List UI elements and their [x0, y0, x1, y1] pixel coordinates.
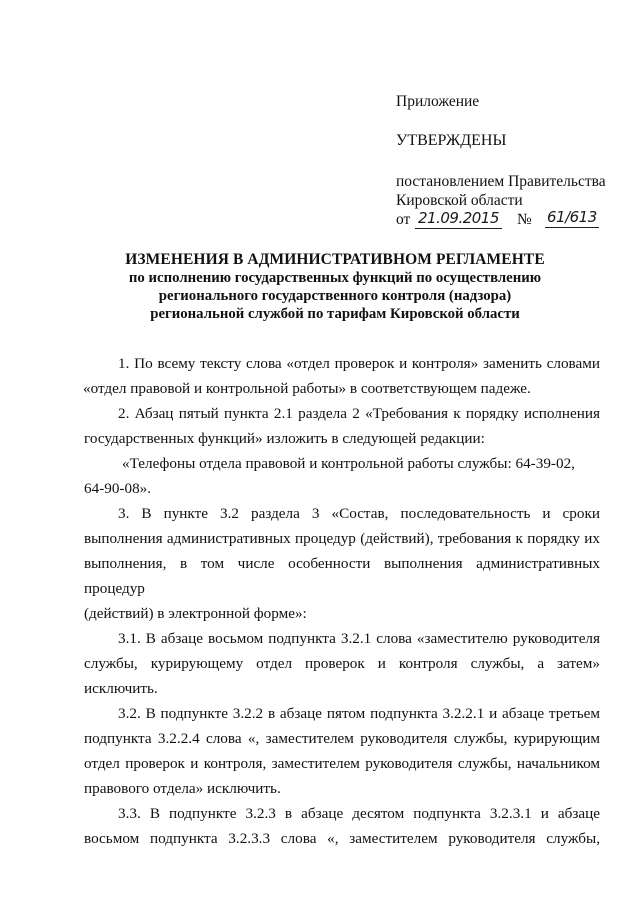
paragraph-7-line-2: восьмом подпункта 3.2.3.3 слова «, заместителем руководителя службы, — [84, 830, 600, 847]
document-title — [40, 251, 630, 323]
paragraph-6-line-4: правового отдела» исключить. — [84, 780, 281, 797]
appendix-label: Приложение — [396, 93, 480, 110]
paragraph-4-line-3: выполнения, в том числе особенности выполнения административных процедур — [84, 555, 600, 597]
approved-label: УТВЕРЖДЕНЫ — [396, 132, 507, 149]
title-sub-1: по исполнению государственных функций по осуществлению — [128, 270, 542, 286]
decree-date: 21.09.2015 — [415, 209, 502, 229]
approval-block — [396, 92, 626, 232]
paragraph-7-line-1: 3.3. В подпункте 3.2.3 в абзаце десятом подпункта 3.2.3.1 и абзаце — [118, 805, 600, 822]
paragraph-2-line-1: 2. Абзац пятый пункта 2.1 раздела 2 «Требования к порядку исполнения — [118, 405, 600, 422]
paragraph-2-line-2: государственных функций» изложить в следующей редакции: — [84, 430, 485, 447]
paragraph-6-line-3: отдел проверок и контроля, заместителем руководителя службы, начальником — [84, 755, 600, 772]
decree-date-number — [396, 210, 626, 232]
decree-line-2: Кировской области — [396, 192, 523, 209]
paragraph-1-line-1: 1. По всему тексту слова «отдел проверок и контроля» заменить словами — [118, 355, 600, 372]
paragraph-5-line-1: 3.1. В абзаце восьмом подпункта 3.2.1 слова «заместителю руководителя — [118, 630, 600, 647]
title-sub-3: региональной службой по тарифам Кировской области — [150, 306, 520, 322]
title-main: ИЗМЕНЕНИЯ В АДМИНИСТРАТИВНОМ РЕГЛАМЕНТЕ — [125, 251, 545, 268]
paragraph-6-line-2: подпункта 3.2.2.4 слова «, заместителем руководителя службы, курирующим — [84, 730, 600, 747]
paragraph-6-line-1: 3.2. В подпункте 3.2.2 в абзаце пятом подпункта 3.2.2.1 и абзаце третьем — [118, 705, 600, 722]
decree-line-1: постановлением Правительства — [396, 173, 606, 190]
paragraph-3-line-1: «Телефоны отдела правовой и контрольной работы службы: 64-39-02, — [122, 455, 575, 472]
paragraph-3-line-2: 64-90-08». — [84, 480, 152, 497]
title-sub-2: регионального государственного контроля (надзора) — [158, 288, 512, 304]
paragraph-4-line-1: 3. В пункте 3.2 раздела 3 «Состав, последовательность и сроки — [118, 505, 600, 522]
paragraph-4-line-4: (действий) в электронной форме»: — [84, 605, 307, 622]
paragraph-5-line-3: исключить. — [84, 680, 158, 697]
number-prefix: № — [517, 211, 532, 228]
decree-number: 61/613 — [547, 208, 597, 226]
paragraph-5-line-2: службы, курирующему отдел проверок и контроля службы, а затем» — [84, 655, 600, 672]
paragraph-4-line-2: выполнения административных процедур (действий), требования к порядку их — [84, 530, 600, 547]
paragraph-1-line-2: «отдел правовой и контрольной работы» в соответствующем падеже. — [83, 380, 531, 397]
date-prefix: от — [396, 211, 411, 228]
document-body — [84, 351, 600, 851]
